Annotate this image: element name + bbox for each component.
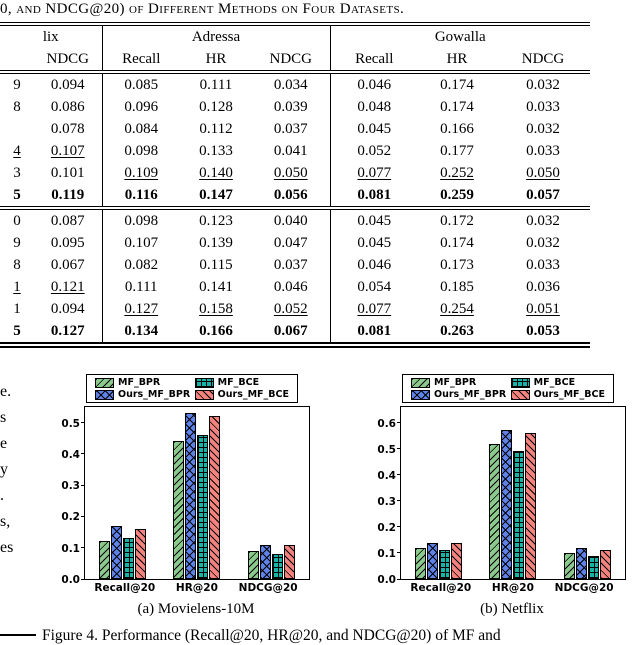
bar-Ours_MF_BPR-HR@20 (185, 413, 196, 579)
legend-swatch-icon (511, 378, 530, 388)
x-tick-label: Recall@20 (94, 582, 156, 594)
table-cell: 0.032 (526, 213, 560, 229)
table-cell: 0.174 (440, 99, 474, 115)
table-cell: 0.032 (526, 121, 560, 137)
y-tick-mark (397, 474, 401, 475)
table-cell-clipped: 8 (13, 99, 21, 115)
legend-item-Ours_MF_BCE (511, 389, 605, 400)
table-cell: 0.158 (199, 301, 233, 317)
left-column-fragment: e (0, 435, 8, 452)
table-cell: 0.095 (50, 235, 85, 251)
legend-item-MF_BPR (411, 377, 506, 388)
bar-Ours_MF_BCE-HR@20 (209, 416, 220, 579)
table-cell: 0.082 (102, 254, 180, 276)
bar-Ours_MF_BCE-NDCG@20 (284, 545, 295, 579)
table-cell-clipped (0, 118, 34, 140)
table-cell: 0.046 (330, 254, 418, 276)
table-cell-clipped: 1 (13, 301, 21, 317)
table-cell: 0.123 (199, 213, 233, 229)
table-cell: 0.048 (330, 96, 418, 118)
bar-MF_BCE-HR@20 (513, 451, 524, 579)
table-cell: 0.147 (199, 187, 233, 203)
table-cell: 0.121 (50, 279, 85, 295)
table-cell: 0.101 (50, 165, 85, 181)
figure-caption: Figure 4. Performance (Recall@20, HR@20, and NDCG@20) of MF and (42, 627, 501, 644)
legend-label: Ours_MF_BCE (533, 389, 605, 400)
bar-MF_BPR-Recall@20 (99, 541, 110, 579)
col-header-hr-gowalla: HR (446, 51, 468, 67)
table-cell: 0.037 (273, 121, 308, 137)
table-row (0, 320, 590, 343)
legend-swatch-icon (195, 390, 214, 400)
legend-label: Ours_MF_BPR (118, 389, 191, 400)
bar-MF_BPR-HR@20 (489, 444, 500, 580)
left-column-fragment: . (0, 487, 4, 504)
table-cell: 0.039 (273, 99, 308, 115)
legend-item-MF_BPR (95, 377, 190, 388)
table-group-header-row (0, 26, 590, 49)
bars-container (401, 407, 625, 579)
legend-item-Ours_MF_BCE (195, 389, 289, 400)
table-cell: 0.078 (50, 121, 85, 137)
table-rule (0, 343, 590, 347)
y-tick-label: 0.5 (61, 417, 80, 430)
bar-group-Recall@20 (415, 543, 462, 579)
bar-group-HR@20 (173, 413, 220, 579)
table-cell: 0.115 (199, 257, 233, 273)
table-cell: 0.056 (273, 187, 308, 203)
left-column-fragment: es (0, 539, 14, 556)
table-cell: 0.046 (273, 279, 308, 295)
x-axis-labels (400, 582, 624, 594)
y-tick-mark (81, 579, 85, 580)
legend-swatch-icon (411, 378, 430, 388)
col-header-ndcg-adressa: NDCG (269, 51, 312, 67)
col-header (0, 48, 34, 71)
legend-swatch-icon (411, 390, 430, 400)
legend-swatch-icon (95, 378, 114, 388)
table-cell: 0.084 (102, 118, 180, 140)
table-cell: 0.111 (102, 276, 180, 298)
legend-label: MF_BCE (217, 377, 260, 388)
legend-item-MF_BCE (511, 377, 605, 388)
legend-item-Ours_MF_BPR (95, 389, 190, 400)
table-cell: 0.032 (526, 77, 560, 93)
y-tick-mark (81, 485, 85, 486)
legend-swatch-icon (511, 390, 530, 400)
bar-MF_BPR-NDCG@20 (248, 551, 259, 579)
bar-MF_BPR-NDCG@20 (564, 553, 575, 579)
y-tick-label: 0.1 (377, 547, 396, 560)
legend-label: MF_BPR (118, 377, 161, 388)
x-tick-label: NDCG@20 (238, 582, 298, 594)
table-cell: 0.086 (50, 99, 85, 115)
table-cell: 0.041 (273, 143, 308, 159)
table-cell-clipped: 4 (13, 143, 21, 159)
table-cell: 0.107 (102, 232, 180, 254)
table-cell: 0.094 (50, 301, 85, 317)
table-cell: 0.166 (199, 323, 233, 339)
table-cell-clipped: 5 (13, 323, 21, 339)
table-cell: 0.252 (440, 165, 474, 181)
table-cell: 0.067 (273, 323, 308, 339)
y-tick-label: 0.1 (61, 542, 80, 555)
bars-container (85, 407, 309, 579)
bar-MF_BCE-Recall@20 (123, 538, 134, 579)
table-cell: 0.050 (526, 165, 560, 181)
table-cell: 0.172 (440, 213, 474, 229)
table-cell: 0.033 (526, 99, 560, 115)
legend-swatch-icon (95, 390, 114, 400)
table-cell: 0.174 (440, 77, 474, 93)
left-column-fragment: y (0, 461, 8, 478)
table-cell: 0.185 (440, 279, 474, 295)
table-cell: 0.128 (199, 99, 233, 115)
table-cell-clipped: 0 (13, 213, 21, 229)
table-row (0, 232, 590, 254)
table-cell: 0.047 (273, 235, 308, 251)
table-row (0, 96, 590, 118)
table-cell-clipped: 5 (13, 187, 21, 203)
plot-area (61, 406, 310, 586)
chart-netflix (366, 374, 628, 618)
group-header-netflix: lix (42, 29, 59, 45)
table-cell: 0.259 (440, 187, 474, 203)
table-cell: 0.051 (526, 301, 560, 317)
left-column-fragment: e. (0, 383, 12, 400)
table-cell: 0.173 (440, 257, 474, 273)
table-cell: 0.085 (102, 74, 180, 97)
table-cell: 0.040 (273, 213, 308, 229)
chart-movielens-10m (50, 374, 312, 618)
table-cell-clipped: 3 (13, 165, 21, 181)
bar-MF_BPR-Recall@20 (415, 548, 426, 579)
table-row (0, 162, 590, 184)
table-cell: 0.166 (440, 121, 474, 137)
legend-item-MF_BCE (195, 377, 289, 388)
bar-MF_BCE-Recall@20 (439, 550, 450, 579)
group-header-adressa: Adressa (102, 26, 330, 49)
y-tick-mark (81, 453, 85, 454)
y-tick-label: 0.6 (377, 417, 396, 430)
table-rule (0, 343, 590, 347)
table-cell: 0.112 (199, 121, 233, 137)
bar-MF_BPR-HR@20 (173, 441, 184, 579)
table-cell: 0.254 (440, 301, 474, 317)
legend-swatch-icon (195, 378, 214, 388)
bar-MF_BCE-NDCG@20 (588, 556, 599, 579)
table-cell: 0.053 (526, 323, 560, 339)
table-row (0, 140, 590, 162)
y-tick-label: 0.0 (377, 574, 396, 586)
left-column-fragment: s (0, 409, 7, 426)
table-cell: 0.052 (330, 140, 418, 162)
table-cell: 0.050 (273, 165, 308, 181)
bar-Ours_MF_BPR-NDCG@20 (576, 548, 587, 579)
y-tick-mark (81, 547, 85, 548)
y-tick-label: 0.3 (377, 495, 396, 508)
bar-Ours_MF_BCE-Recall@20 (135, 529, 146, 579)
subplot-caption-b: (b) Netflix (480, 601, 544, 617)
y-tick-label: 0.2 (61, 511, 80, 524)
y-tick-mark (397, 422, 401, 423)
table-cell: 0.177 (440, 143, 474, 159)
table-cell: 0.081 (330, 320, 418, 343)
table-cell: 0.087 (50, 213, 85, 229)
bar-group-HR@20 (489, 430, 536, 579)
y-tick-mark (81, 516, 85, 517)
x-tick-label: HR@20 (491, 582, 534, 594)
bar-Ours_MF_BPR-Recall@20 (111, 526, 122, 579)
table-cell: 0.046 (330, 74, 418, 97)
results-table (0, 22, 590, 348)
table-cell: 0.174 (440, 235, 474, 251)
table-caption: 0, and NDCG@20) of Different Methods on Four Datasets. (0, 1, 405, 17)
table-cell: 0.116 (102, 184, 180, 207)
table-row (0, 298, 590, 320)
bar-group-NDCG@20 (248, 545, 295, 579)
table-cell-clipped: 8 (13, 257, 21, 273)
table-row (0, 184, 590, 207)
table-row (0, 74, 590, 97)
table-row (0, 118, 590, 140)
table-cell: 0.133 (199, 143, 233, 159)
table-cell: 0.052 (273, 301, 308, 317)
chart-legend (402, 374, 614, 403)
bar-Ours_MF_BCE-Recall@20 (451, 543, 462, 579)
table-cell: 0.045 (330, 232, 418, 254)
table-cell: 0.111 (199, 77, 233, 93)
table-cell: 0.109 (102, 162, 180, 184)
y-tick-label: 0.5 (377, 443, 396, 456)
group-header-gowalla: Gowalla (330, 26, 590, 49)
y-tick-label: 0.3 (61, 480, 80, 493)
table-cell: 0.096 (102, 96, 180, 118)
bar-Ours_MF_BCE-HR@20 (525, 433, 536, 579)
table-cell: 0.141 (199, 279, 233, 295)
x-tick-label: NDCG@20 (554, 582, 614, 594)
table-cell: 0.036 (526, 279, 560, 295)
table-cell: 0.098 (102, 210, 180, 233)
bar-MF_BCE-NDCG@20 (272, 554, 283, 579)
bar-Ours_MF_BPR-HR@20 (501, 430, 512, 579)
y-tick-label: 0.4 (377, 469, 396, 482)
table-cell-clipped: 9 (13, 235, 21, 251)
table-cell: 0.119 (51, 187, 85, 203)
table-cell: 0.134 (102, 320, 180, 343)
x-axis-labels (84, 582, 308, 594)
col-header-hr-adressa: HR (205, 51, 227, 67)
bar-Ours_MF_BCE-NDCG@20 (600, 550, 611, 579)
table-cell: 0.098 (102, 140, 180, 162)
y-tick-mark (397, 500, 401, 501)
table-cell: 0.057 (526, 187, 560, 203)
col-header-recall-adressa: Recall (102, 48, 180, 71)
table-cell-clipped: 9 (13, 77, 21, 93)
table-cell: 0.032 (526, 235, 560, 251)
left-column-rule-fragment (0, 634, 36, 636)
y-tick-mark (397, 552, 401, 553)
y-tick-mark (397, 579, 401, 580)
y-tick-label: 0.0 (61, 574, 80, 586)
bar-MF_BCE-HR@20 (197, 435, 208, 579)
legend-label: Ours_MF_BPR (434, 389, 507, 400)
x-tick-label: HR@20 (175, 582, 218, 594)
table-cell: 0.054 (330, 276, 418, 298)
bar-group-Recall@20 (99, 526, 146, 579)
legend-label: MF_BPR (434, 377, 477, 388)
table-cell: 0.034 (273, 77, 308, 93)
y-tick-mark (397, 526, 401, 527)
table-cell: 0.077 (330, 162, 418, 184)
table-cell: 0.094 (50, 77, 85, 93)
subplot-caption-a: (a) Movielens-10M (137, 601, 255, 617)
table-cell: 0.077 (330, 298, 418, 320)
y-tick-label: 0.4 (61, 448, 80, 461)
table-cell: 0.067 (50, 257, 85, 273)
table-cell: 0.140 (199, 165, 233, 181)
bar-group-NDCG@20 (564, 548, 611, 579)
bar-Ours_MF_BPR-Recall@20 (427, 543, 438, 579)
table-row (0, 254, 590, 276)
y-tick-label: 0.2 (377, 521, 396, 534)
legend-label: Ours_MF_BCE (217, 389, 289, 400)
col-header-recall-gowalla: Recall (330, 48, 418, 71)
bar-Ours_MF_BPR-NDCG@20 (260, 545, 271, 579)
legend-item-Ours_MF_BPR (411, 389, 506, 400)
table-cell: 0.127 (50, 323, 85, 339)
x-tick-label: Recall@20 (410, 582, 472, 594)
table-col-header-row (0, 48, 590, 71)
y-tick-mark (397, 448, 401, 449)
table-cell: 0.107 (50, 143, 85, 159)
table-cell: 0.045 (330, 118, 418, 140)
table-cell: 0.263 (440, 323, 474, 339)
table-cell: 0.045 (330, 210, 418, 233)
table-row (0, 210, 590, 233)
table-cell: 0.033 (526, 143, 560, 159)
legend-label: MF_BCE (533, 377, 576, 388)
table-cell: 0.139 (199, 235, 233, 251)
y-tick-mark (81, 422, 85, 423)
table-cell: 0.127 (102, 298, 180, 320)
table-cell-clipped: 1 (13, 279, 21, 295)
table-cell: 0.033 (526, 257, 560, 273)
col-header-ndcg-gowalla: NDCG (521, 51, 565, 67)
table-cell: 0.081 (330, 184, 418, 207)
plot-area (377, 406, 626, 586)
table-cell: 0.037 (273, 257, 308, 273)
chart-legend (86, 374, 298, 403)
col-header-ndcg-netflix: NDCG (46, 51, 89, 67)
table-row (0, 276, 590, 298)
left-column-fragment: s, (0, 513, 11, 530)
